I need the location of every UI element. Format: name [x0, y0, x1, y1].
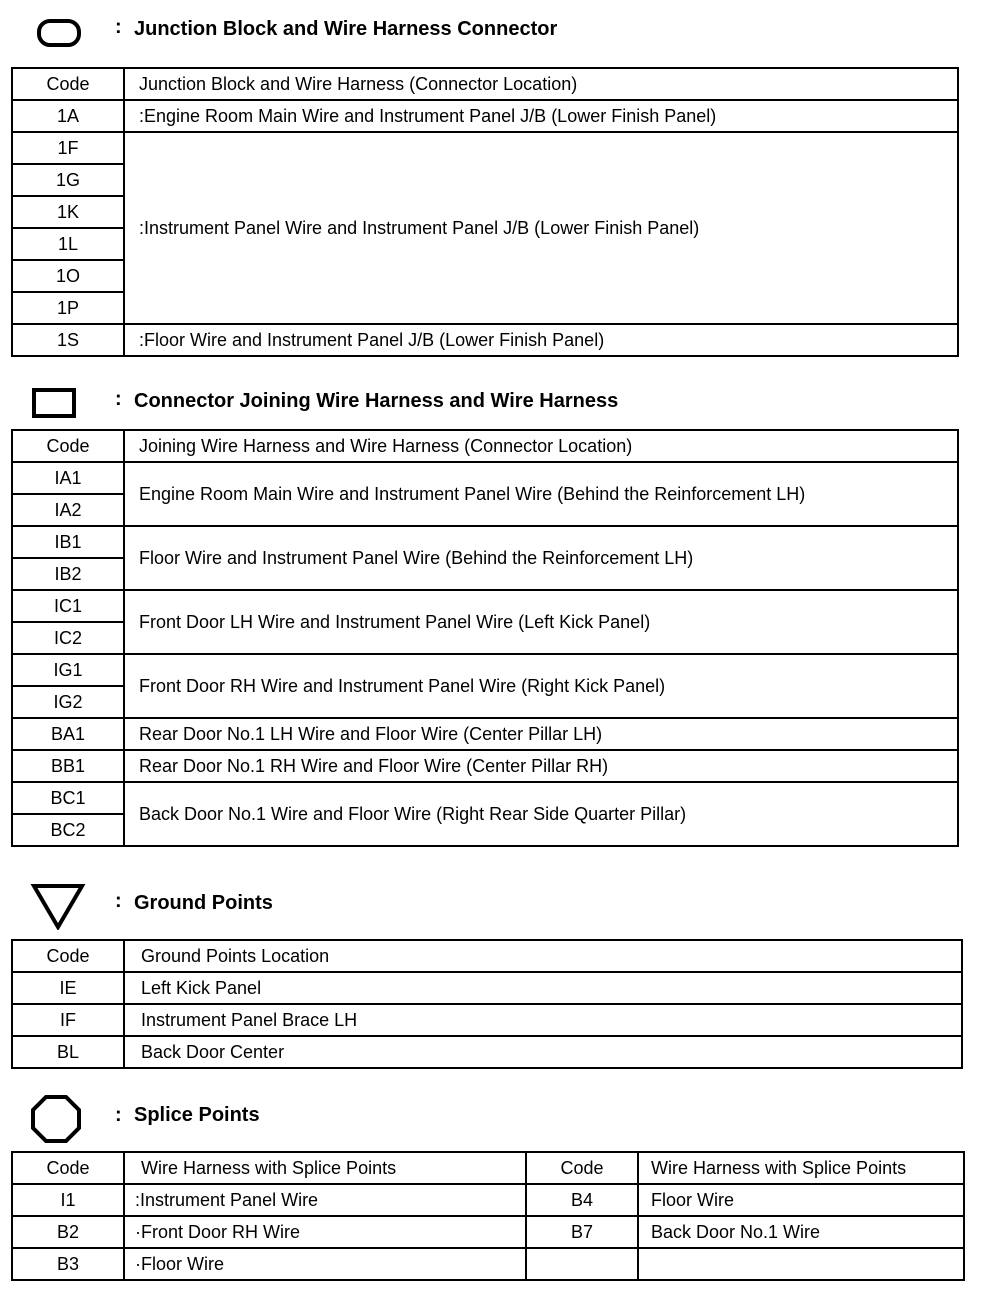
code-cell: IE — [12, 972, 124, 1004]
wire-harness-cell: Floor Wire — [638, 1184, 964, 1216]
code-cell: B7 — [526, 1216, 638, 1248]
code-cell: B4 — [526, 1184, 638, 1216]
table-row — [12, 590, 958, 622]
code-cell — [526, 1248, 638, 1280]
code-header: Code — [526, 1152, 638, 1184]
location-cell: :Instrument Panel Wire and Instrument Panel J/B (Lower Finish Panel) — [124, 132, 958, 324]
code-cell: I1 — [12, 1184, 124, 1216]
code-cell: IC2 — [12, 622, 124, 654]
location-header: Ground Points Location — [124, 940, 962, 972]
table-row — [12, 1184, 964, 1216]
location-cell: Back Door No.1 Wire and Floor Wire (Right Rear Side Quarter Pillar) — [124, 782, 958, 846]
location-cell: Instrument Panel Brace LH — [124, 1004, 962, 1036]
code-cell: 1F — [12, 132, 124, 164]
wire-harness-cell: Back Door No.1 Wire — [638, 1216, 964, 1248]
triangle-down-icon — [30, 882, 86, 930]
code-cell: 1G — [12, 164, 124, 196]
wire-harness-header: Wire Harness with Splice Points — [124, 1152, 526, 1184]
code-header: Code — [12, 68, 124, 100]
code-cell: IA2 — [12, 494, 124, 526]
table-header-row — [12, 68, 958, 100]
wire-harness-cell: ·Front Door RH Wire — [124, 1216, 526, 1248]
code-cell: B3 — [12, 1248, 124, 1280]
location-cell: Back Door Center — [124, 1036, 962, 1068]
code-cell: BC1 — [12, 782, 124, 814]
ground-title: Ground Points — [134, 892, 273, 914]
code-cell: BA1 — [12, 718, 124, 750]
table-row — [12, 1248, 964, 1280]
wire-harness-cell — [638, 1248, 964, 1280]
location-header: Junction Block and Wire Harness (Connector Location) — [124, 68, 958, 100]
ground-colon: : — [115, 890, 122, 912]
table-header-row — [12, 430, 958, 462]
code-cell: IA1 — [12, 462, 124, 494]
code-cell: 1K — [12, 196, 124, 228]
junction-title: Junction Block and Wire Harness Connector — [134, 18, 558, 40]
location-cell: Floor Wire and Instrument Panel Wire (Behind the Reinforcement LH) — [124, 526, 958, 590]
splice-colon: : — [115, 1104, 122, 1126]
code-cell: BC2 — [12, 814, 124, 846]
code-cell: IB1 — [12, 526, 124, 558]
table-header-row — [12, 1152, 964, 1184]
code-cell: 1L — [12, 228, 124, 260]
code-cell: IG1 — [12, 654, 124, 686]
table-row — [12, 462, 958, 494]
connector-table — [11, 429, 959, 847]
location-cell: Engine Room Main Wire and Instrument Panel Wire (Behind the Reinforcement LH) — [124, 462, 958, 526]
ground-table — [11, 939, 963, 1069]
splice-table — [11, 1151, 965, 1281]
location-cell: Front Door LH Wire and Instrument Panel Wire (Left Kick Panel) — [124, 590, 958, 654]
location-cell: Rear Door No.1 RH Wire and Floor Wire (Center Pillar RH) — [124, 750, 958, 782]
rectangle-icon — [32, 388, 78, 420]
table-row — [12, 782, 958, 814]
table-row — [12, 972, 962, 1004]
location-cell: :Floor Wire and Instrument Panel J/B (Lower Finish Panel) — [124, 324, 958, 356]
octagon-icon — [30, 1094, 82, 1144]
code-header: Code — [12, 1152, 124, 1184]
location-cell: :Engine Room Main Wire and Instrument Panel J/B (Lower Finish Panel) — [124, 100, 958, 132]
code-cell: IG2 — [12, 686, 124, 718]
table-row — [12, 654, 958, 686]
code-cell: IC1 — [12, 590, 124, 622]
code-header: Code — [12, 430, 124, 462]
connector-title: Connector Joining Wire Harness and Wire Harness — [134, 390, 619, 412]
code-cell: 1O — [12, 260, 124, 292]
connector-colon: : — [115, 388, 122, 410]
splice-title: Splice Points — [134, 1104, 260, 1126]
code-cell: IF — [12, 1004, 124, 1036]
code-cell: 1P — [12, 292, 124, 324]
wire-harness-cell: ·Floor Wire — [124, 1248, 526, 1280]
wire-harness-header: Wire Harness with Splice Points — [638, 1152, 964, 1184]
code-cell: IB2 — [12, 558, 124, 590]
junction-table — [11, 67, 959, 357]
rounded-rectangle-icon — [36, 18, 82, 48]
code-cell: BL — [12, 1036, 124, 1068]
wire-harness-cell: :Instrument Panel Wire — [124, 1184, 526, 1216]
location-cell: Rear Door No.1 LH Wire and Floor Wire (Center Pillar LH) — [124, 718, 958, 750]
location-cell: Left Kick Panel — [124, 972, 962, 1004]
table-row — [12, 1216, 964, 1248]
location-cell: Front Door RH Wire and Instrument Panel Wire (Right Kick Panel) — [124, 654, 958, 718]
junction-colon: : — [115, 16, 122, 38]
table-row — [12, 750, 958, 782]
code-cell: 1S — [12, 324, 124, 356]
code-cell: BB1 — [12, 750, 124, 782]
table-row — [12, 718, 958, 750]
code-header: Code — [12, 940, 124, 972]
table-row — [12, 1036, 962, 1068]
table-row — [12, 100, 958, 132]
table-row — [12, 1004, 962, 1036]
table-row — [12, 132, 958, 164]
table-row — [12, 324, 958, 356]
code-cell: 1A — [12, 100, 124, 132]
table-header-row — [12, 940, 962, 972]
table-row — [12, 526, 958, 558]
code-cell: B2 — [12, 1216, 124, 1248]
location-header: Joining Wire Harness and Wire Harness (Connector Location) — [124, 430, 958, 462]
